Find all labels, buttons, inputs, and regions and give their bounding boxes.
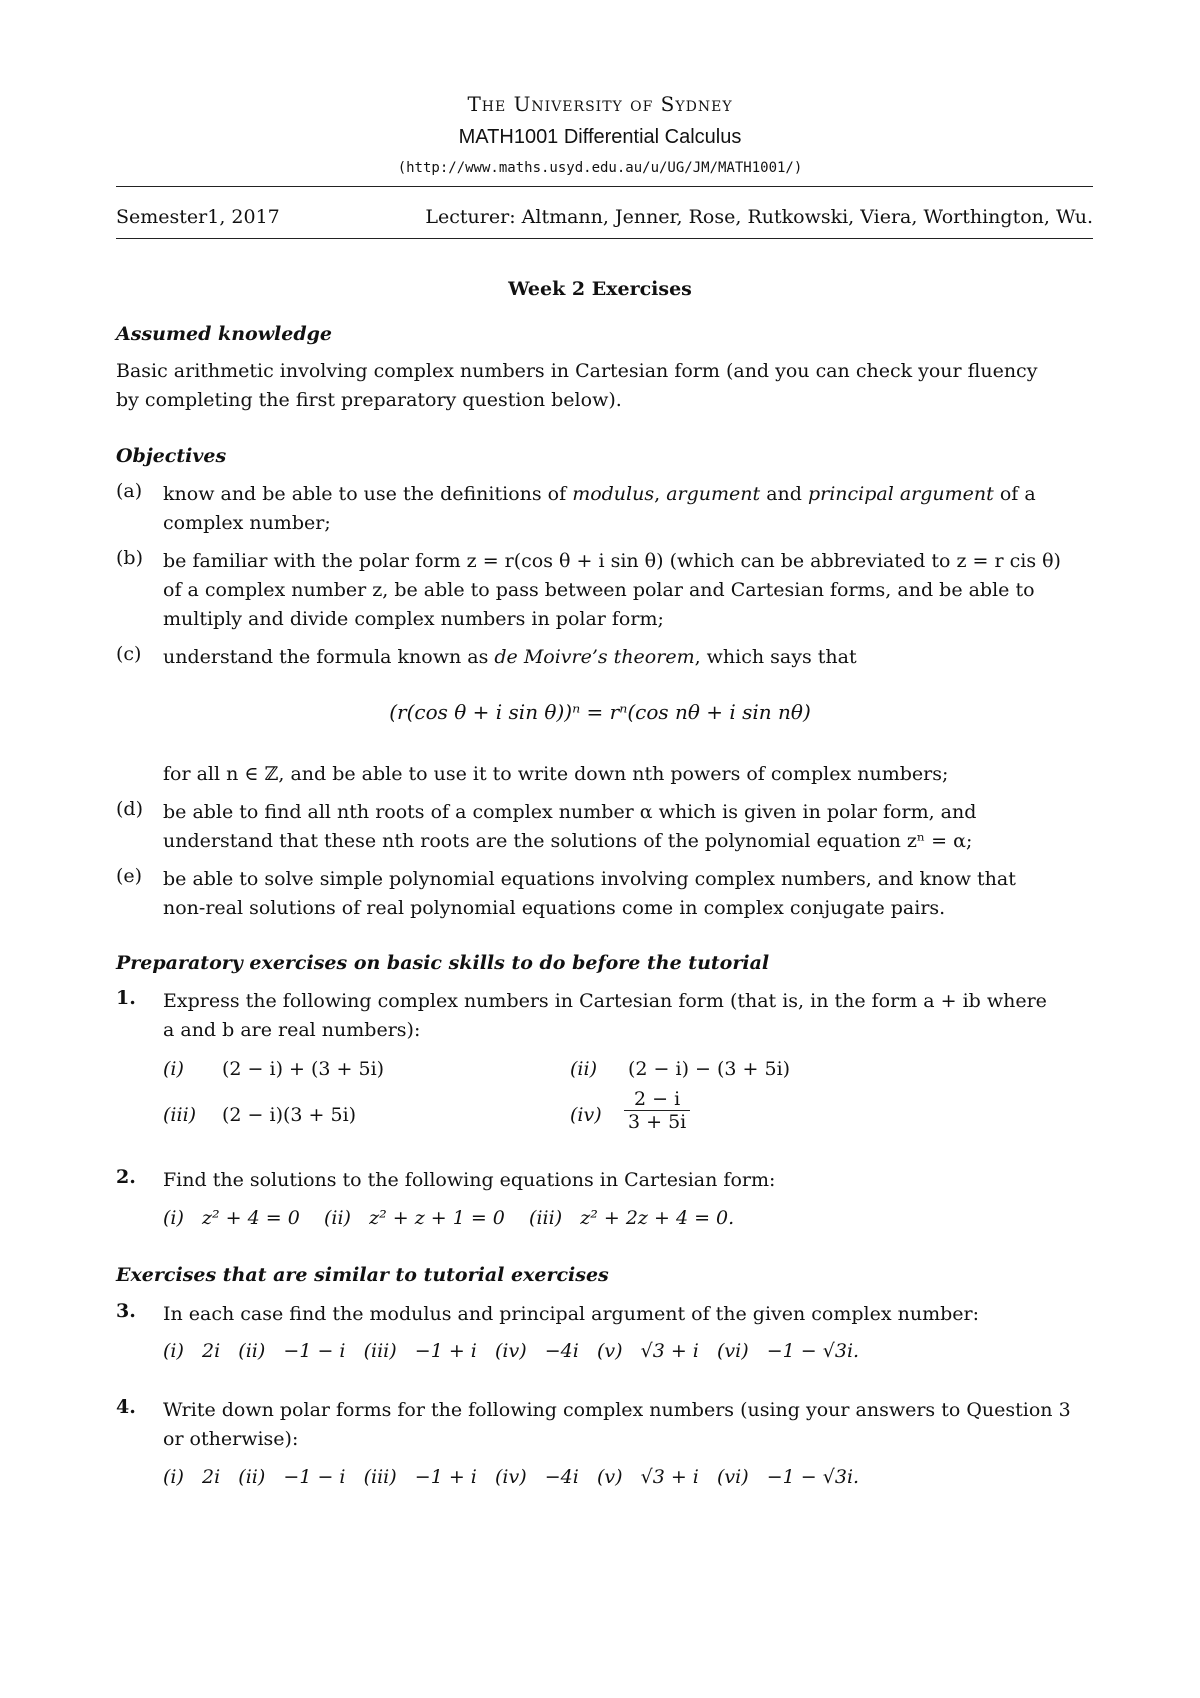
term-modulus: modulus: [572, 483, 655, 505]
q1-part-i-expr: (2 − i) + (3 + 5i): [222, 1058, 385, 1080]
objective-e-line-2: non-real solutions of real polynomial equations come in complex conjugate pairs.: [163, 897, 946, 919]
question-4-parts: (i) 2i (ii) −1 − i (iii) −1 + i (iv) −4i (v) √3 + i (vi) −1 − √3i.: [163, 1466, 860, 1488]
q1-part-ii-expr: (2 − i) − (3 + 5i): [628, 1058, 791, 1080]
fraction-numerator: 2 − i: [624, 1088, 690, 1111]
de-moivre-formula: (r(cos θ + i sin θ))ⁿ = rⁿ(cos nθ + i sin nθ): [389, 700, 811, 724]
assumed-line-2: by completing the first preparatory question below).: [116, 389, 622, 411]
q1-part-ii-label: (ii): [570, 1058, 597, 1080]
objective-e-line-1: be able to solve simple polynomial equations involving complex numbers, and know that: [163, 868, 1016, 890]
q1-part-iv-fraction: [624, 1088, 690, 1133]
objective-a-line-2: complex number;: [163, 512, 331, 534]
question-2-number: 2.: [116, 1166, 136, 1188]
header-top-rule: [116, 186, 1093, 187]
q1-part-iii-expr: (2 − i)(3 + 5i): [222, 1104, 357, 1126]
objective-c-tail: , which says that: [694, 646, 857, 668]
semester-label: Semester1, 2017: [116, 206, 280, 228]
objective-c-line-2: for all n ∈ ℤ, and be able to use it to write down nth powers of complex numbers;: [163, 763, 949, 785]
question-2-parts: (i) z² + 4 = 0 (ii) z² + z + 1 = 0 (iii) z² + 2z + 4 = 0.: [163, 1207, 735, 1229]
university-name: The University of Sydney: [467, 92, 733, 116]
fraction-denominator: 3 + 5i: [628, 1111, 687, 1133]
question-3-parts: (i) 2i (ii) −1 − i (iii) −1 + i (iv) −4i (v) √3 + i (vi) −1 − √3i.: [163, 1340, 860, 1362]
objective-b-label: (b): [116, 547, 143, 569]
page-title: Week 2 Exercises: [508, 278, 692, 300]
question-2-line-1: Find the solutions to the following equations in Cartesian form:: [163, 1169, 776, 1191]
lecturers-label: Lecturer: Altmann, Jenner, Rose, Rutkowski, Viera, Worthington, Wu.: [425, 206, 1093, 228]
question-1-line-2: a and b are real numbers):: [163, 1019, 421, 1041]
course-url: (http://www.maths.usyd.edu.au/u/UG/JM/MATH1001/): [397, 160, 803, 176]
q1-part-iii-label: (iii): [163, 1104, 197, 1126]
question-4-number: 4.: [116, 1396, 136, 1418]
question-1-number: 1.: [116, 987, 136, 1009]
objective-d-label: (d): [116, 798, 143, 820]
similar-heading: Exercises that are similar to tutorial exercises: [116, 1264, 609, 1286]
fraction: [624, 1088, 690, 1133]
question-3-line-1: In each case find the modulus and principal argument of the given complex number:: [163, 1303, 980, 1325]
objective-a-text: know and be able to use the definitions of: [163, 483, 573, 505]
prep-heading: Preparatory exercises on basic skills to do before the tutorial: [116, 952, 770, 974]
objective-d-line-2: understand that these nth roots are the solutions of the polynomial equation zⁿ = α;: [163, 830, 973, 852]
objective-b-line-3: multiply and divide complex numbers in polar form;: [163, 608, 664, 630]
objective-a-line-1: [163, 480, 1093, 509]
q1-part-iv-label: (iv): [570, 1104, 602, 1126]
term-principal-argument: principal argument: [807, 483, 994, 505]
objective-b-line-2: of a complex number z, be able to pass between polar and Cartesian forms, and be able to: [163, 579, 1035, 601]
objectives-heading: Objectives: [116, 445, 227, 467]
question-4-line-2: or otherwise):: [163, 1428, 299, 1450]
objective-c-line-1: [163, 643, 1093, 672]
header-bottom-rule: [116, 238, 1093, 239]
question-3-number: 3.: [116, 1300, 136, 1322]
course-title: MATH1001 Differential Calculus: [458, 126, 742, 148]
objective-c-label: (c): [116, 643, 142, 665]
objective-a-tail: of a: [993, 483, 1036, 505]
objective-a-sep1: ,: [654, 483, 667, 505]
question-4-line-1: Write down polar forms for the following complex numbers (using your answers to Question 3: [163, 1399, 1071, 1421]
objective-e-label: (e): [116, 865, 143, 887]
objective-a-sep2: and: [760, 483, 808, 505]
objective-b-line-1: be familiar with the polar form z = r(cos θ + i sin θ) (which can be abbreviated to z = r cis θ): [163, 550, 1061, 572]
q1-part-i-label: (i): [163, 1058, 184, 1080]
objective-c-text: understand the formula known as: [163, 646, 495, 668]
term-argument: argument: [666, 483, 761, 505]
assumed-heading: Assumed knowledge: [116, 323, 333, 345]
question-1-line-1: Express the following complex numbers in Cartesian form (that is, in the form a + ib where: [163, 990, 1047, 1012]
objective-d-line-1: be able to find all nth roots of a complex number α which is given in polar form, and: [163, 801, 977, 823]
assumed-line-1: Basic arithmetic involving complex numbers in Cartesian form (and you can check your fluency: [116, 360, 1038, 382]
term-de-moivre: de Moivre’s theorem: [494, 646, 695, 668]
objective-a-label: (a): [116, 480, 143, 502]
